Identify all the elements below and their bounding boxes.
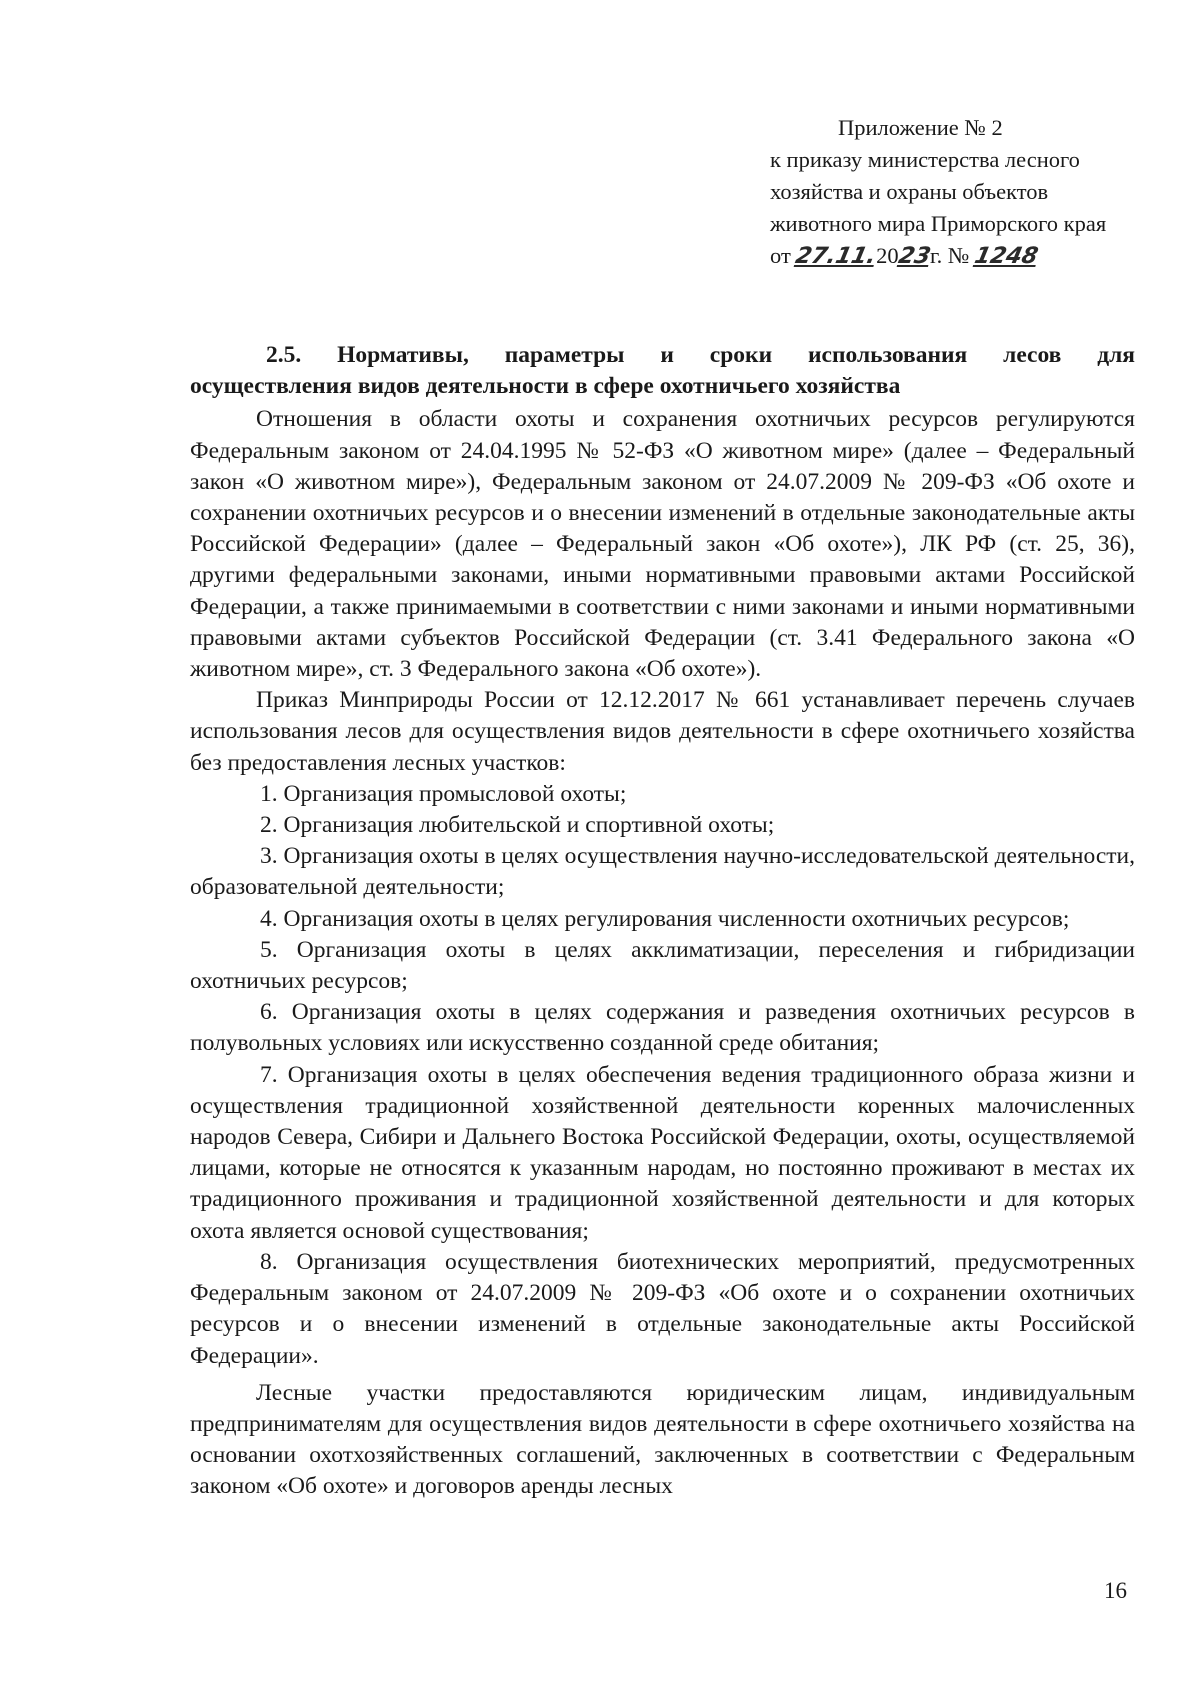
- date-prefix: от: [770, 243, 791, 268]
- list-item: 5. Организация охоты в целях акклиматизации, переселения и гибридизации охотничьих ресурсов;: [190, 936, 1135, 995]
- list-item: 6. Организация охоты в целях содержания и разведения охотничьих ресурсов в полувольных условиях или искусственно созданной среде обитания;: [190, 999, 1135, 1057]
- handwritten-date: 27.11.: [793, 243, 879, 269]
- date-suffix: г. №: [929, 243, 970, 268]
- list-item: 4. Организация охоты в целях регулирования численности охотничьих ресурсов;: [260, 905, 1070, 932]
- list-item: 1. Организация промысловой охоты;: [260, 780, 627, 807]
- appendix-date-line: [770, 240, 1170, 272]
- list-item: 3. Организация охоты в целях осуществления научно-исследовательской деятельности, образовательной деятельности;: [190, 843, 1135, 901]
- section-heading-line-1: 2.5. Нормативы, параметры и сроки использования лесов для: [266, 342, 1135, 368]
- paragraph-order-intro: Приказ Минприроды России от 12.12.2017 № 661 устанавливает перечень случаев использования лесов для осуществления видов деятельности в сфере охотничьего хозяйства без предоставления лесных участков:: [190, 687, 1135, 776]
- page-number: 16: [1104, 1578, 1127, 1603]
- section-heading: [190, 340, 1135, 402]
- document-body: [190, 340, 1135, 1503]
- appendix-line-4: животного мира Приморского края: [770, 211, 1107, 236]
- handwritten-order-number: 1248: [972, 243, 1041, 269]
- handwritten-year: 23: [895, 243, 933, 269]
- appendix-header: [770, 112, 1170, 272]
- appendix-line-3: хозяйства и охраны объектов: [770, 179, 1049, 204]
- list-item: 2. Организация любительской и спортивной охоты;: [260, 812, 775, 839]
- section-heading-line-2: осуществления видов деятельности в сфере охотничьего хозяйства: [190, 373, 901, 400]
- date-year-prefix: 20: [876, 243, 899, 268]
- list-item: 8. Организация осуществления биотехнических мероприятий, предусмотренных Федеральным законом от 24.07.2009 № 209-ФЗ «Об охоте и о сохранении охотничьих ресурсов и о внесении изменений в отдельные законодательные акты Российской Федерации».: [190, 1248, 1135, 1369]
- activity-list: [190, 779, 1135, 1372]
- appendix-line-2: к приказу министерства лесного: [770, 147, 1080, 172]
- paragraph-legal-basis: Отношения в области охоты и сохранения охотничьих ресурсов регулируются Федеральным законом от 24.04.1995 № 52-ФЗ «О животном мире» (далее – Федеральный закон «О животном мире»), Федеральным законом от 24.07.2009 № 209-ФЗ «Об охоте и сохранении охотничьих ресурсов и о внесении изменений в отдельные законодательные акты Российской Федерации» (далее – Федеральный закон «Об охоте»), ЛК РФ (ст. 25, 36), другими федеральными законами, иными нормативными правовыми актами Российской Федерации, а также принимаемыми в соответствии с ними законами и иными нормативными правовыми актами субъектов Российской Федерации (ст. 3.41 Федерального закона «О животном мире», ст. 3 Федерального закона «Об охоте»).: [190, 406, 1135, 683]
- appendix-title: Приложение № 2: [838, 115, 1003, 140]
- list-item: 7. Организация охоты в целях обеспечения ведения традиционного образа жизни и осуществления традиционной хозяйственной деятельности коренных малочисленных народов Севера, Сибири и Дальнего Востока Российской Федерации, охоты, осуществляемой лицами, которые не относятся к указанным народам, но постоянно проживают в местах их традиционного проживания и традиционной хозяйственной деятельности и для которых охота является основой существования;: [190, 1061, 1135, 1244]
- paragraph-land-plots: Лесные участки предоставляются юридическим лицам, индивидуальным предпринимателям для осуществления видов деятельности в сфере охотничьего хозяйства на основании охотхозяйственных соглашений, заключенных в соответствии с Федеральным законом «Об охоте» и договоров аренды лесных: [190, 1379, 1135, 1500]
